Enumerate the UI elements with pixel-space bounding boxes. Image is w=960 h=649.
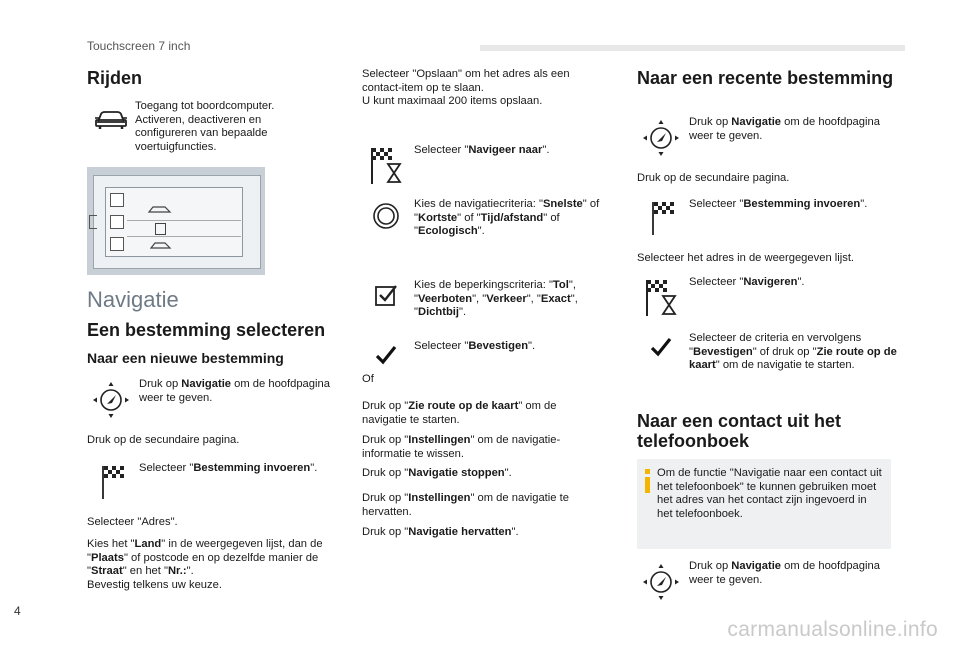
recent-secundaire-text: Druk op de secundaire pagina. [637, 172, 790, 184]
sub-title: Naar een nieuwe bestemming [87, 350, 284, 366]
navigatie-hervatten-text: Druk op "Navigatie hervatten". [362, 526, 519, 538]
step-navigatiecriteria [362, 198, 612, 239]
kies-text: Kies het "Land" in de weergegeven lijst, dan de "Plaats" of postcode en op dezelfde manier de "Straat" en het "Nr.:". Bevestig telkens uw keuze. [87, 538, 323, 591]
contact-step-navigatie-text: Druk op Navigatie om de hoofdpagina weer te geven. [689, 560, 880, 586]
opslaan-text: Selecteer "Opslaan" om het adres als een contact-item op te slaan. U kunt maximaal 200 items opslaan. [362, 68, 570, 108]
rijden-title: Rijden [87, 68, 143, 88]
zie-route-text: Druk op "Zie route op de kaart" om de navigatie te starten. [362, 400, 557, 426]
checkered-flag-hourglass-icon [643, 276, 679, 318]
step-bevestigen-text: Selecteer "Bevestigen". [414, 340, 536, 352]
target-icon [370, 200, 402, 232]
section-title-wrap [87, 320, 325, 340]
step-beperkingscriteria [362, 279, 612, 320]
instellingen-wissen-text: Druk op "Instellingen" om de navigatie-informatie te wissen. [362, 434, 561, 460]
contact-title: Naar een contact uit het telefoonboek [637, 411, 842, 451]
recent-step-criteria-text: Selecteer de criteria en vervolgens "Bevestigen" of druk op "Zie route op de kaart" om de navigatie te starten. [689, 332, 897, 372]
step-navigeer-naar-text: Selecteer "Navigeer naar". [414, 144, 550, 156]
checkbox-check-icon [372, 281, 400, 309]
contact-step-navigatie [637, 560, 897, 604]
info-icon [643, 467, 653, 495]
adres-text: Selecteer "Adres". [87, 516, 178, 528]
page-number: 4 [14, 604, 21, 618]
recent-step-navigeren [637, 276, 897, 318]
contact-title-wrap [637, 411, 897, 451]
step-beperkingscriteria-text: Kies de beperkingscriteria: "Tol", "Veerboten", "Verkeer", "Exact", "Dichtbij". [414, 279, 578, 319]
watermark: carmanualsonline.info [727, 618, 938, 641]
recent-title: Naar een recente bestemming [637, 68, 894, 88]
navigatie-title-wrap [87, 288, 179, 312]
step-bestemming [87, 462, 347, 500]
instellingen-hervatten-text: Druk op "Instellingen" om de navigatie te hervatten. [362, 492, 569, 518]
recent-step-navigeren-text: Selecteer "Navigeren". [689, 276, 805, 288]
rijden-row [87, 100, 312, 154]
step-bevestigen [362, 340, 612, 366]
navigation-compass-icon [639, 560, 683, 604]
step-navigatiecriteria-text: Kies de navigatiecriteria: "Snelste" of "Kortste" of "Tijd/afstand" of "Ecologisch". [414, 198, 600, 238]
step-navigeer-naar [362, 144, 612, 186]
section-title: Een bestemming selecteren [87, 320, 326, 340]
checkered-flag-icon [96, 462, 126, 500]
car-icon [94, 108, 128, 130]
recent-lijst-text: Selecteer het adres in de weergegeven lijst. [637, 252, 855, 264]
recent-step-criteria [637, 332, 897, 373]
secundaire-text: Druk op de secundaire pagina. [87, 434, 240, 446]
info-text: Om de functie "Navigatie naar een contact uit het telefoonboek" te kunnen gebruiken moet het adres van het contact zijn ingevoerd in het telefoonboek. [657, 467, 882, 520]
navigatie-stoppen-text: Druk op "Navigatie stoppen". [362, 467, 512, 479]
header-label: Touchscreen 7 inch [87, 39, 191, 53]
navigation-compass-icon [89, 378, 133, 422]
column-1 [87, 68, 347, 88]
step-bestemming-text: Selecteer "Bestemming invoeren". [139, 462, 318, 474]
screen-illustration [87, 167, 265, 275]
checkmark-icon [649, 336, 673, 358]
recent-step-navigatie [637, 116, 897, 160]
checkered-flag-hourglass-icon [368, 144, 404, 186]
info-box [637, 459, 891, 549]
header-bar [480, 45, 905, 51]
sub-title-wrap [87, 350, 284, 366]
checkered-flag-icon [646, 198, 676, 236]
navigatie-title: Navigatie [87, 287, 179, 312]
of-text: Of [362, 373, 374, 385]
navigation-compass-icon [639, 116, 683, 160]
step-navigatie [87, 378, 347, 422]
rijden-text: Toegang tot boordcomputer. Activeren, deactiveren en configureren van bepaalde voertuigfuncties. [135, 100, 275, 153]
recent-title-wrap [637, 68, 897, 88]
recent-step-bestemming-text: Selecteer "Bestemming invoeren". [689, 198, 868, 210]
recent-step-bestemming [637, 198, 897, 236]
recent-step-navigatie-text: Druk op Navigatie om de hoofdpagina weer te geven. [689, 116, 880, 142]
step-navigatie-text: Druk op Navigatie om de hoofdpagina weer te geven. [139, 378, 330, 404]
checkmark-icon [374, 344, 398, 366]
